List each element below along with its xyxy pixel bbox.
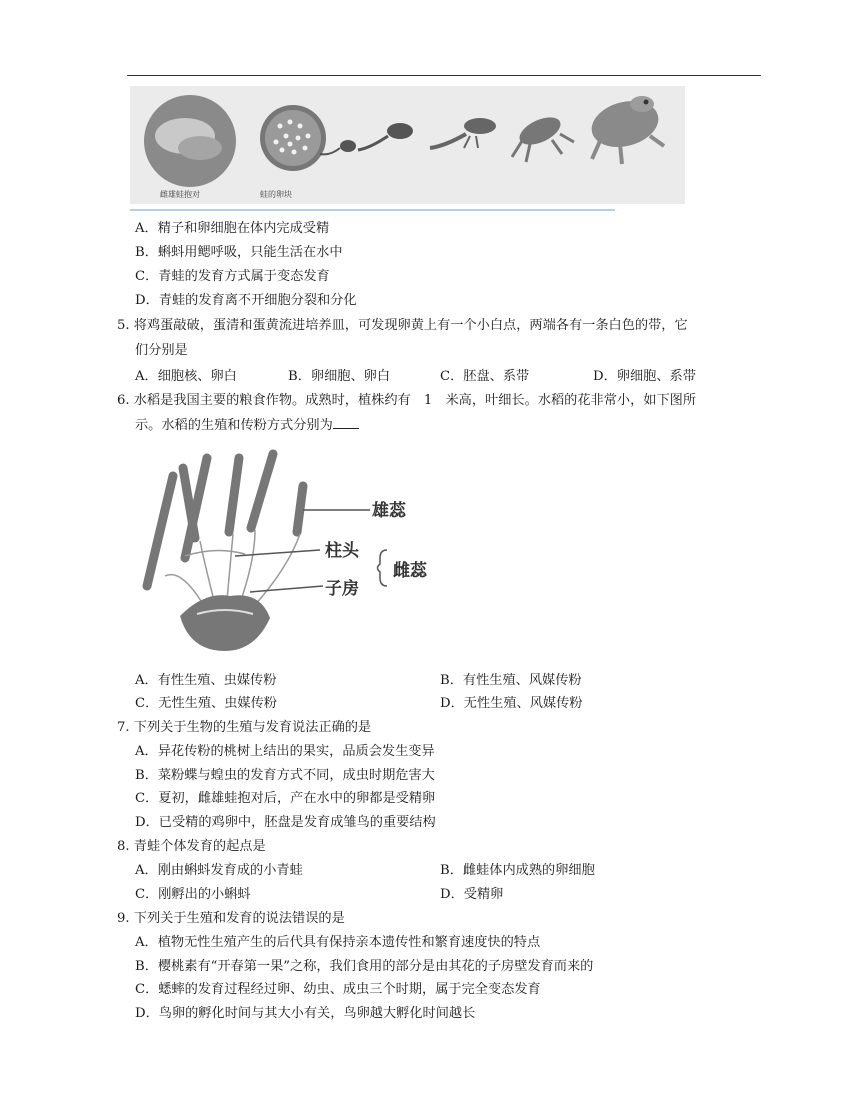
header-rule (127, 75, 761, 76)
q9-stem: 9. 下列关于生殖和发育的说法错误的是 (117, 911, 345, 926)
caption-egg-mass: 蛙的卵块 (260, 190, 292, 199)
q8-option-d: D．受精卵 (440, 887, 504, 902)
q7-stem: 7. 下列关于生物的生殖与发育说法正确的是 (117, 720, 372, 735)
q6-option-d: D．无性生殖、风媒传粉 (440, 696, 583, 711)
q8-option-b: B．雌蛙体内成熟的卵细胞 (440, 863, 595, 878)
label-stamen: 雄蕊 (372, 501, 406, 521)
q8-stem: 8. 青蛙个体发育的起点是 (117, 839, 266, 854)
frog-life-cycle-figure (130, 86, 685, 204)
q4-option-b: B．蝌蚪用鳃呼吸，只能生活在水中 (135, 245, 343, 260)
q5-option-d: D．卵细胞、系带 (593, 369, 696, 384)
q6-stem-line2-wrap (135, 414, 359, 433)
caption-pair: 雌雄蛙抱对 (160, 190, 200, 199)
egg-mass-icon (260, 105, 326, 171)
q7-option-d: D．已受精的鸡卵中，胚盘是发育成雏鸟的重要结构 (135, 815, 436, 830)
answer-blank (333, 416, 359, 429)
q9-option-c: C．蟋蟀的发育过程经过卵、幼虫、成虫三个时期，属于完全变态发育 (135, 982, 541, 997)
q5-stem-line1: 5. 将鸡蛋敲破，蛋清和蛋黄流进培养皿，可发现卵黄上有一个小白点，两端各有一条白色的带，它 (117, 318, 688, 333)
rice-flower-drawing (125, 446, 455, 656)
q6-option-b: B．有性生殖、风媒传粉 (440, 673, 582, 688)
q4-option-d: D．青蛙的发育离不开细胞分裂和分化 (135, 293, 357, 308)
q7-option-b: B．菜粉蝶与蝗虫的发育方式不同，成虫时期危害大 (135, 768, 435, 783)
q6-option-c: C．无性生殖、虫媒传粉 (135, 696, 277, 711)
q9-option-a: A．植物无性生殖产生的后代具有保持亲本遗传性和繁育速度快的特点 (135, 935, 541, 950)
label-pistil: 雌蕊 (393, 561, 427, 581)
q9-option-d: D．鸟卵的孵化时间与其大小有关，鸟卵越大孵化时间越长 (135, 1006, 476, 1021)
q9-option-b: B．樱桃素有“开春第一果”之称，我们食用的部分是由其花的子房壁发育而来的 (135, 959, 594, 974)
label-stigma: 柱头 (325, 541, 359, 561)
q4-option-a: A．精子和卵细胞在体内完成受精 (135, 221, 330, 236)
q6-stem-line2: 示。水稻的生殖和传粉方式分别为 (135, 418, 333, 433)
q5-option-b: B．卵细胞、卵白 (288, 369, 391, 384)
q6-stem-line1: 6. 水稻是我国主要的粮食作物。成熟时，植株约有 1 米高，叶细长。水稻的花非常小，如下图所 (117, 393, 697, 408)
rice-flower-figure (125, 446, 455, 656)
q6-option-a: A．有性生殖、虫媒传粉 (135, 673, 277, 688)
q4-option-c: C．青蛙的发育方式属于变态发育 (135, 269, 330, 284)
q5-option-a: A．细胞核、卵白 (135, 369, 237, 384)
label-ovary: 子房 (325, 579, 359, 599)
q7-option-c: C．夏初，雌雄蛙抱对后，产在水中的卵都是受精卵 (135, 791, 436, 806)
q7-option-a: A．异花传粉的桃树上结出的果实，品质会发生变异 (135, 744, 435, 759)
q5-option-c: C．胚盘、系带 (440, 369, 530, 384)
q5-stem-line2: 们分别是 (135, 343, 188, 358)
figure-underline (130, 209, 615, 211)
q8-option-a: A．刚由蝌蚪发育成的小青蛙 (135, 863, 303, 878)
frog-life-cycle-drawing (130, 86, 685, 204)
pair-icon (144, 95, 236, 187)
q8-option-c: C．刚孵出的小蝌蚪 (135, 887, 251, 902)
